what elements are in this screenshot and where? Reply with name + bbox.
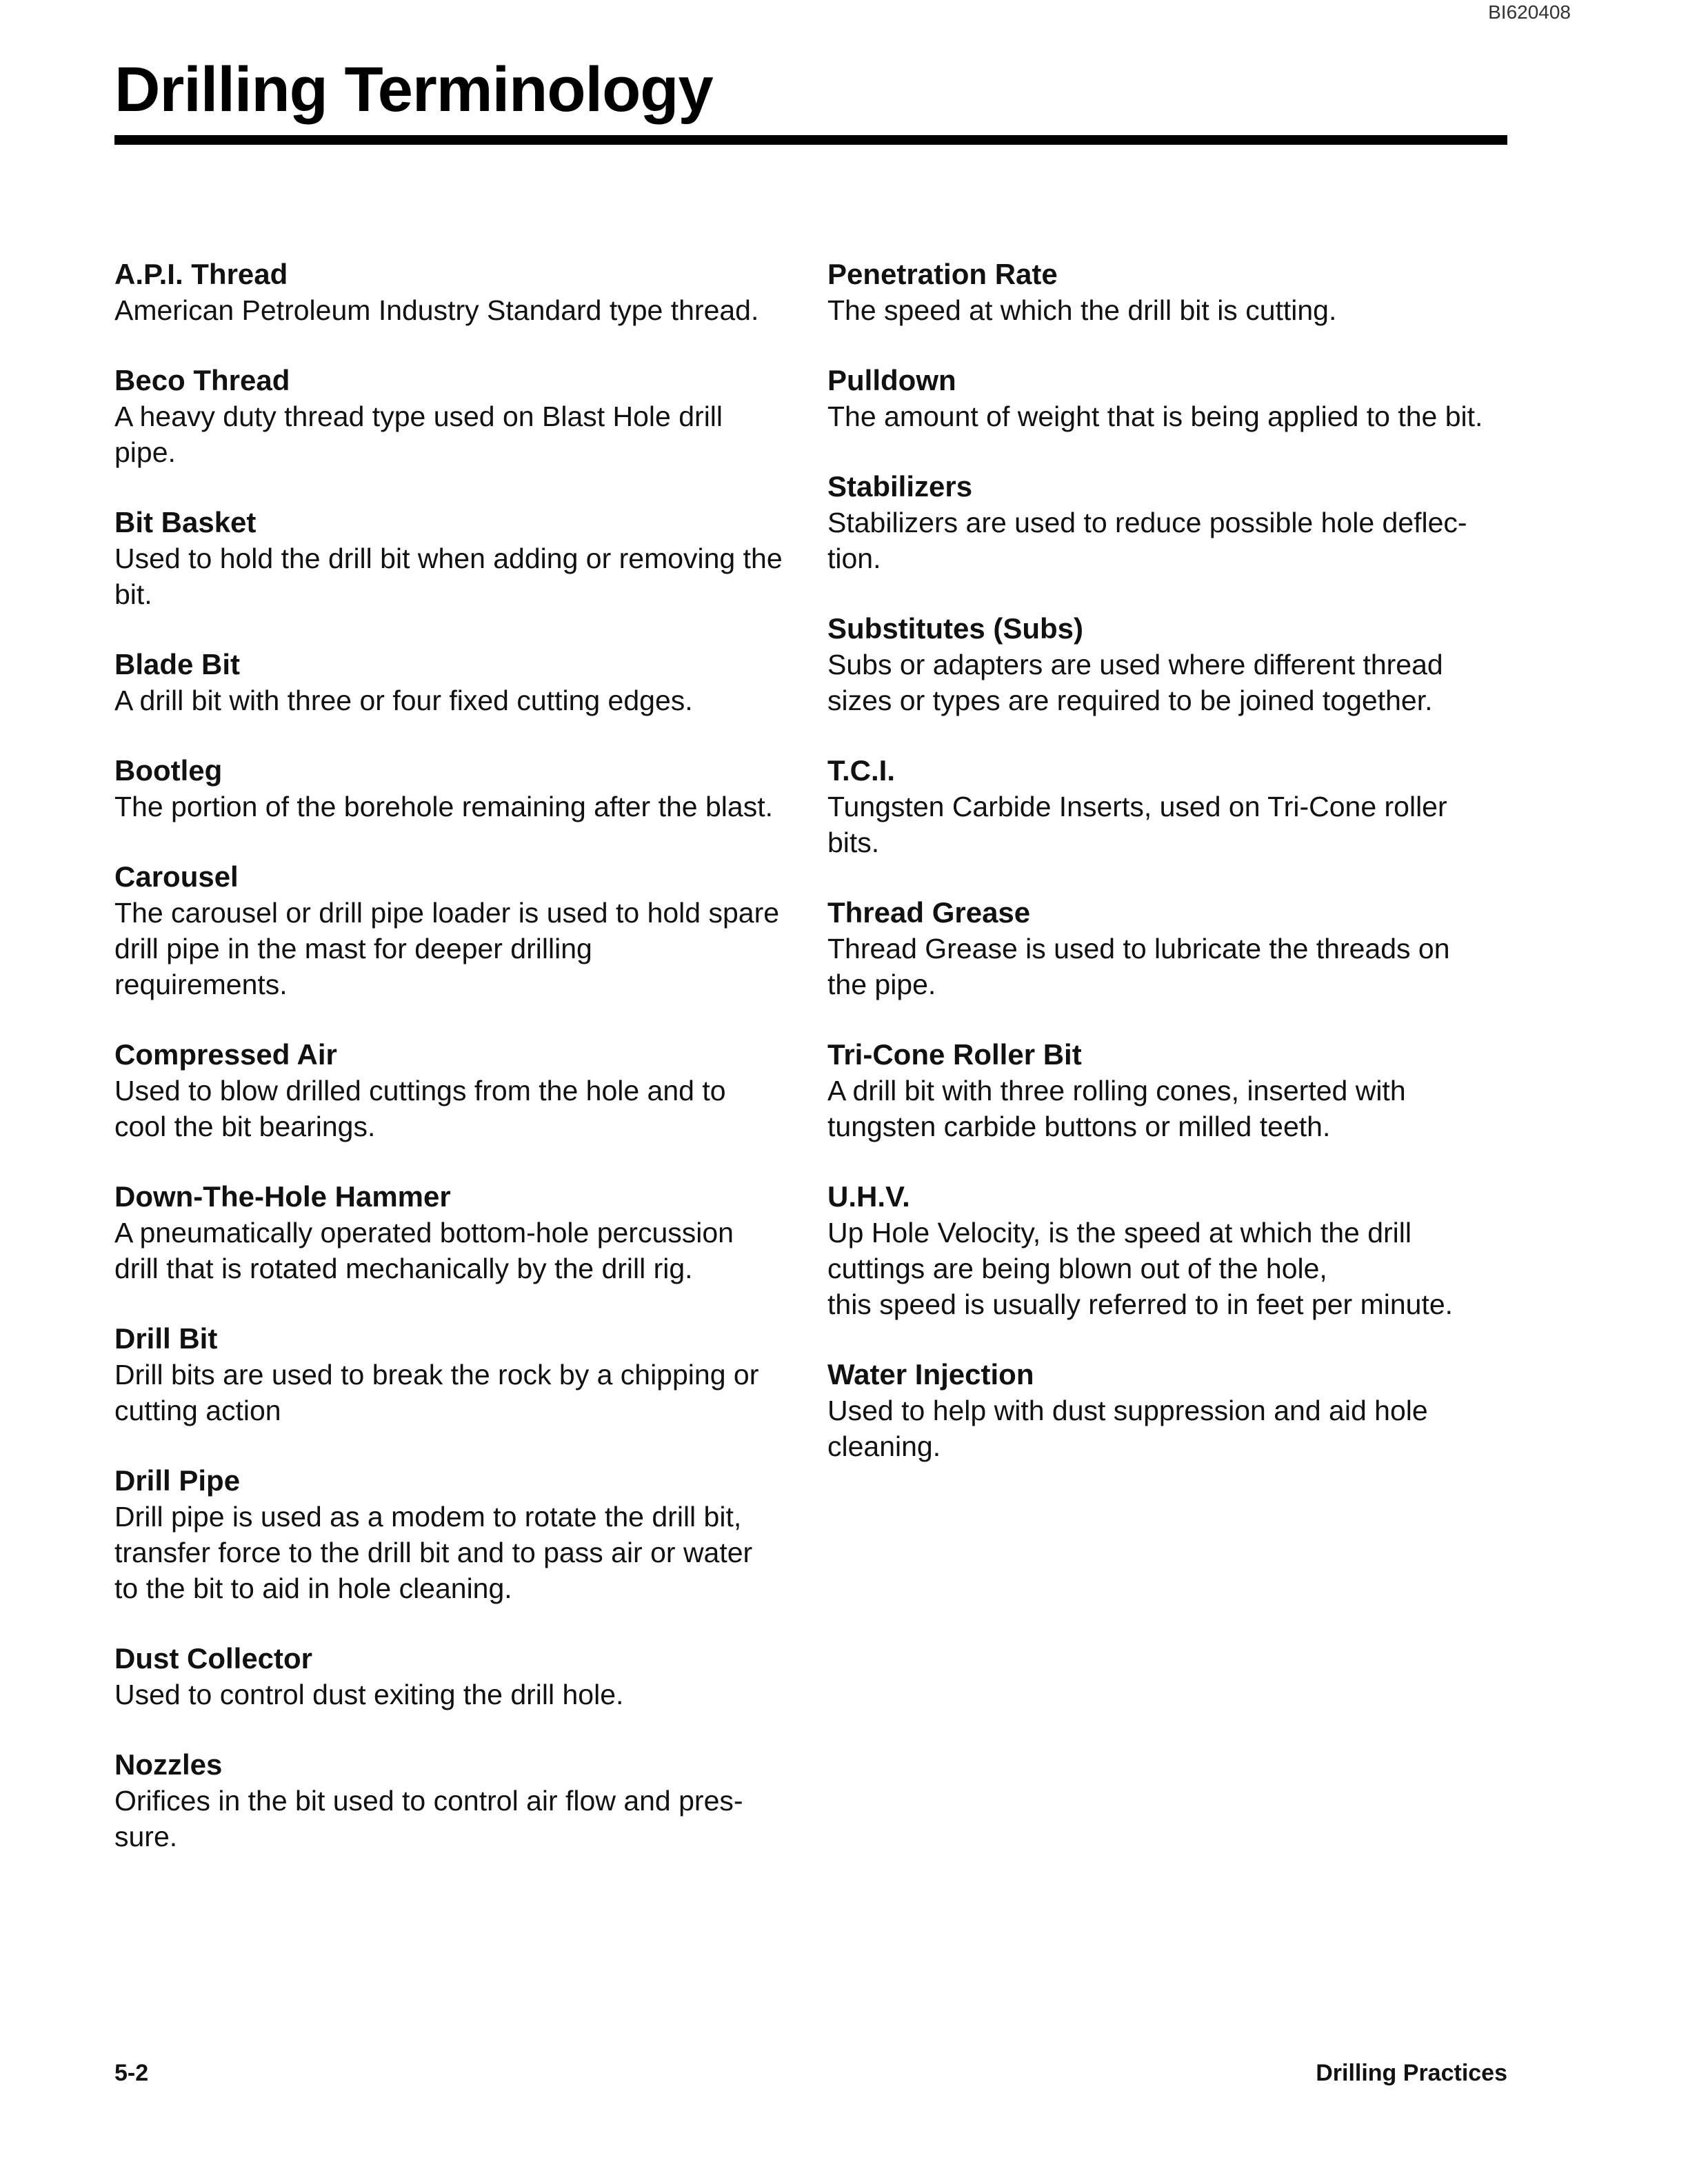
term-definition: The portion of the borehole remaining after the blast.: [114, 791, 773, 822]
term-definition: The carousel or drill pipe loader is used to hold spare drill pipe in the mast for deeper drilling requirements.: [114, 897, 780, 1000]
term-definition: Tungsten Carbide Inserts, used on Tri-Cone roller bits.: [827, 791, 1447, 858]
term-name: Pulldown: [827, 364, 956, 396]
term-beco-thread: [114, 363, 811, 470]
term-name: Down-The-Hole Hammer: [114, 1180, 451, 1213]
term-bit-basket: [114, 505, 811, 612]
term-definition: A pneumatically operated bottom-hole percussion drill that is rotated mechanically by the drill rig.: [114, 1217, 734, 1284]
term-name: Water Injection: [827, 1358, 1034, 1391]
term-api-thread: [114, 256, 811, 328]
term-nozzles: [114, 1747, 811, 1854]
term-down-the-hole-hammer: [114, 1179, 811, 1286]
term-name: Penetration Rate: [827, 258, 1058, 290]
term-name: Bootleg: [114, 754, 223, 787]
term-name: Stabilizers: [827, 470, 973, 503]
term-definition: A drill bit with three rolling cones, inserted with tungsten carbide buttons or milled teeth.: [827, 1075, 1406, 1142]
term-name: A.P.I. Thread: [114, 258, 288, 290]
term-blade-bit: [114, 647, 811, 718]
term-name: Blade Bit: [114, 648, 241, 680]
term-water-injection: [827, 1357, 1524, 1464]
term-definition: Stabilizers are used to reduce possible hole deflec- tion.: [827, 507, 1467, 574]
term-carousel: [114, 859, 811, 1002]
term-drill-pipe: [114, 1463, 811, 1606]
term-name: Dust Collector: [114, 1642, 313, 1675]
term-name: Drill Bit: [114, 1322, 218, 1355]
term-definition: The speed at which the drill bit is cutting.: [827, 294, 1337, 326]
term-substitutes: [827, 611, 1524, 718]
page-number: 5-2: [114, 2060, 149, 2086]
term-definition: Used to hold the drill bit when adding or removing the bit.: [114, 543, 783, 610]
left-column: [114, 256, 811, 1889]
term-definition: Up Hole Velocity, is the speed at which the drill cuttings are being blown out of the hole, this speed is usually referred to in feet per minute.: [827, 1217, 1454, 1320]
page-title: Drilling Terminology: [114, 54, 713, 125]
term-bootleg: [114, 753, 811, 825]
term-definition: Used to help with dust suppression and aid hole cleaning.: [827, 1395, 1428, 1462]
term-compressed-air: [114, 1037, 811, 1144]
term-pulldown: [827, 363, 1524, 434]
term-definition: The amount of weight that is being applied to the bit.: [827, 401, 1483, 432]
term-name: Nozzles: [114, 1748, 223, 1781]
term-definition: Used to blow drilled cuttings from the hole and to cool the bit bearings.: [114, 1075, 726, 1142]
term-uhv: [827, 1179, 1524, 1322]
term-name: Thread Grease: [827, 896, 1031, 929]
term-name: T.C.I.: [827, 754, 896, 787]
term-definition: Used to control dust exiting the drill hole.: [114, 1679, 624, 1710]
term-definition: Drill pipe is used as a modem to rotate the drill bit, transfer force to the drill bit and to pass air or water to the bit to aid in hole cleaning.: [114, 1501, 753, 1604]
right-column: [827, 256, 1524, 1499]
term-tci: [827, 753, 1524, 860]
term-definition: American Petroleum Industry Standard type thread.: [114, 294, 759, 326]
term-tri-cone-roller-bit: [827, 1037, 1524, 1144]
term-name: Substitutes (Subs): [827, 612, 1084, 645]
term-thread-grease: [827, 895, 1524, 1002]
term-definition: Drill bits are used to break the rock by a chipping or cutting action: [114, 1359, 759, 1426]
term-name: U.H.V.: [827, 1180, 910, 1213]
term-name: Compressed Air: [114, 1038, 337, 1071]
term-definition: Thread Grease is used to lubricate the threads on the pipe.: [827, 933, 1450, 1000]
term-name: Carousel: [114, 860, 239, 893]
term-definition: A heavy duty thread type used on Blast Hole drill pipe.: [114, 401, 723, 468]
term-dust-collector: [114, 1641, 811, 1712]
term-name: Drill Pipe: [114, 1464, 241, 1497]
term-name: Tri-Cone Roller Bit: [827, 1038, 1082, 1071]
term-stabilizers: [827, 469, 1524, 576]
term-definition: Orifices in the bit used to control air flow and pres- sure.: [114, 1785, 743, 1852]
term-name: Beco Thread: [114, 364, 290, 396]
section-name: Drilling Practices: [1316, 2060, 1507, 2086]
term-penetration-rate: [827, 256, 1524, 328]
term-definition: Subs or adapters are used where different thread sizes or types are required to be joined together.: [827, 649, 1443, 716]
title-rule: [114, 135, 1507, 145]
term-drill-bit: [114, 1321, 811, 1428]
term-name: Bit Basket: [114, 506, 257, 538]
term-definition: A drill bit with three or four fixed cutting edges.: [114, 685, 693, 716]
doc-code: BI620408: [1488, 1, 1571, 23]
